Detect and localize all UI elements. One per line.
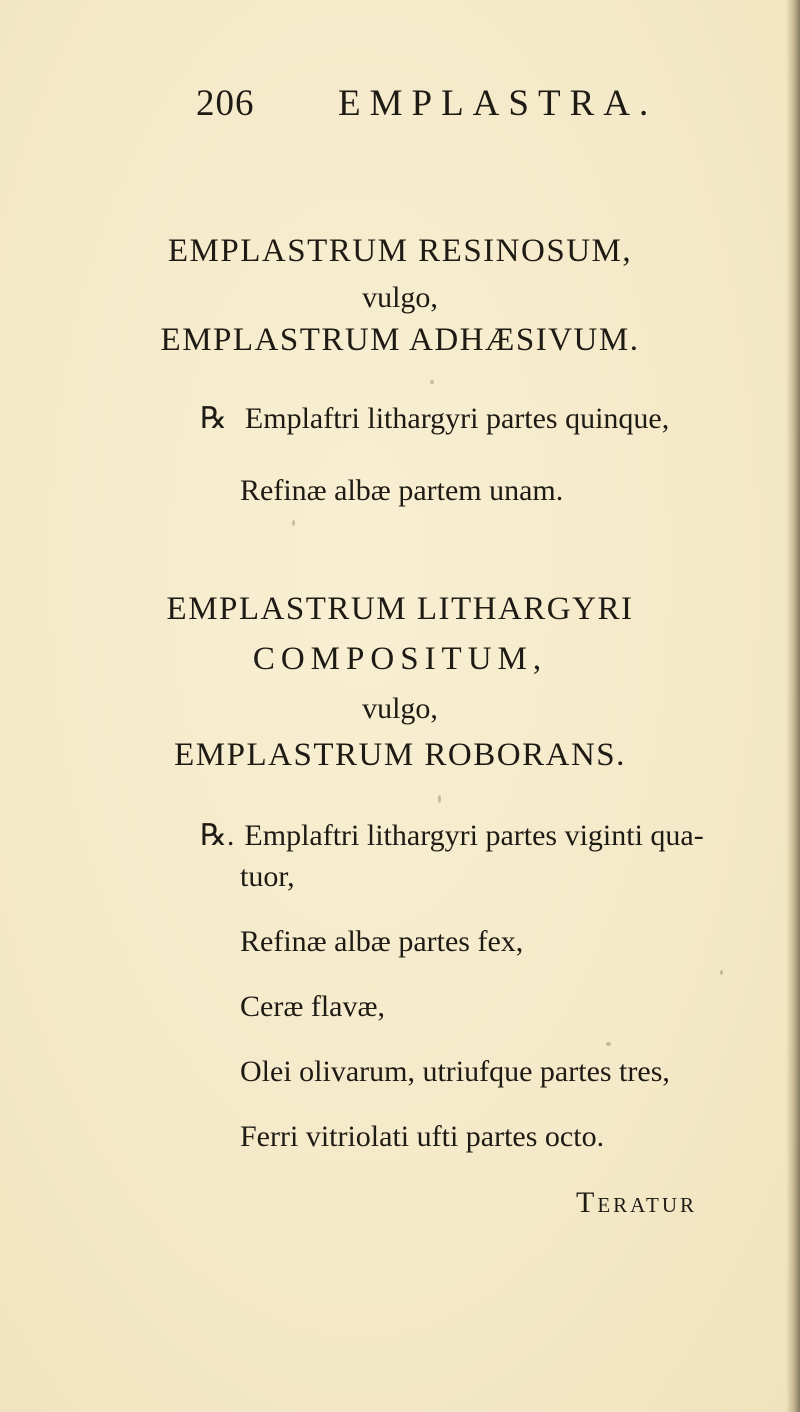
recipe-1-ingredient-2: Refinæ albæ partem unam. <box>240 474 564 507</box>
recipe-2-ingredient-2: Refinæ albæ partes fex, <box>240 925 524 958</box>
recipe-symbol: ℞. <box>200 819 235 852</box>
recipe-2-ingredient-1 <box>200 818 704 853</box>
recipe-2-title-line-2: COMPOSITUM, <box>252 641 548 677</box>
recipe-1-vulgo: vulgo, <box>362 281 438 314</box>
recipe-symbol: ℞ <box>200 402 227 435</box>
recipe-2-title: EMPLASTRUM LITHARGYRI <box>166 591 634 627</box>
page-number: 206 <box>196 83 255 124</box>
recipe-2-ingredient-4: Olei olivarum, utriufque partes tres, <box>240 1055 670 1088</box>
recipe-2-alt-title: EMPLASTRUM ROBORANS. <box>174 737 626 773</box>
recipe-2-ingredient-5: Ferri vitriolati ufti partes octo. <box>240 1120 605 1153</box>
recipe-2-ingredient-1-cont: tuor, <box>240 860 295 893</box>
recipe-1-ingredient-1 <box>200 401 669 436</box>
ingredient-text: Emplaftri lithargyri partes viginti qua- <box>244 819 704 852</box>
paper-speck <box>720 970 723 975</box>
recipe-2-vulgo: vulgo, <box>362 692 438 725</box>
recipe-1-title: EMPLASTRUM RESINOSUM, <box>167 233 633 269</box>
catchword: Teratur <box>576 1186 697 1219</box>
paper-speck <box>292 520 295 526</box>
running-title: EMPLASTRA. <box>338 83 658 124</box>
recipe-2-ingredient-3: Ceræ flavæ, <box>240 990 385 1023</box>
paper-speck <box>430 380 434 384</box>
paper-speck <box>438 795 441 803</box>
recipe-1-alt-title: EMPLASTRUM ADHÆSIVUM. <box>160 322 640 358</box>
page-edge-shadow <box>786 0 800 1412</box>
ingredient-text: Emplaftri lithargyri partes quinque, <box>244 402 670 435</box>
paper-speck <box>606 1042 611 1046</box>
